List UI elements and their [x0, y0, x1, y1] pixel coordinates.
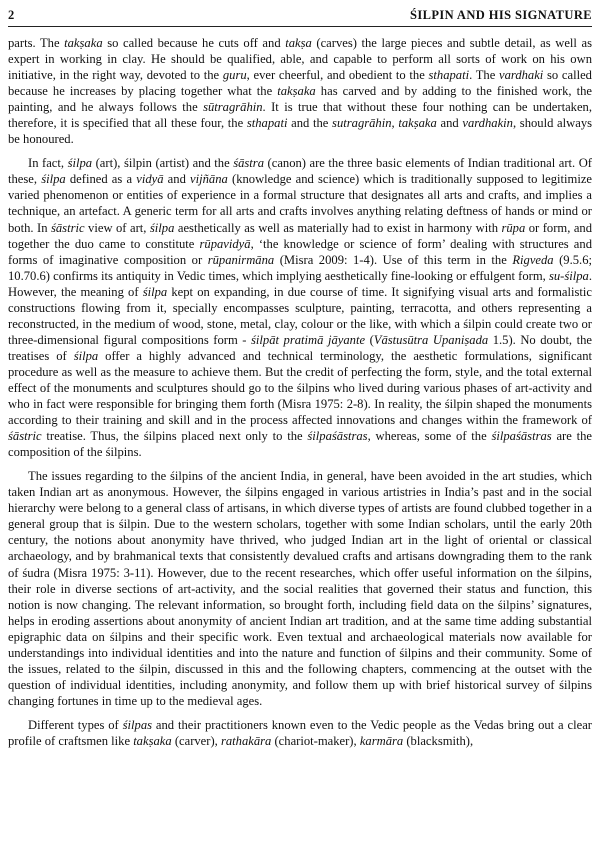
italic-term: śilpaśāstras — [307, 429, 368, 444]
paragraph — [8, 717, 592, 749]
italic-term: śāstric — [50, 220, 85, 235]
text-run: (carver), — [171, 733, 221, 748]
running-title: ŚILPIN AND HIS SIGNATURE — [410, 8, 592, 22]
italic-term: śilpāt pratimā jāyante — [251, 332, 366, 347]
italic-term: su-śilpa — [548, 268, 589, 283]
text-run: (canon) are the three basic elements of Indian traditional art. Of these, — [8, 156, 592, 187]
page-number: 2 — [8, 8, 15, 22]
text-run: (chariot-maker), — [271, 733, 360, 748]
text-run: . However, the meaning of — [8, 268, 593, 299]
italic-term: rūpanirmāna — [207, 252, 275, 267]
italic-term: Vāstusūtra Upaniṣada — [373, 332, 489, 347]
text-run: . It is true that without these four nothing can be undertaken, therefore, it is specified that all these four, the — [8, 100, 592, 131]
italic-term: śilpas — [122, 717, 153, 732]
italic-term: guru — [222, 68, 247, 83]
text-run: (Misra 2009: 1-4). Use of this term in the — [274, 252, 513, 267]
text-run: , should always be honoured. — [8, 116, 593, 147]
text-run: The issues regarding to the śilpins of the ancient India, in general, have been avoided in the art studies, which taken Indian art as anonymous. However, the śilpins engaged in various artistries in India’s past and in the social hierarchy were belong to a general class of artisans, in which diverse types of artists are found clubbed together in a general group that is śilpin. Due to the western scholars, together with some Indian scholars, until the early 20th century, the notions about anonymity have thrived, who judged Indian art in the light of oriental or classical archaeology, and by brahmanical texts that consistently devalued crafts and artisans downgrading them to the rank of śudra (Misra 1975: 3-11). However, due to the recent researches, which offer useful information on the śilpins, their role in diverse sections of art-activity, and the social realities that governed their status and function, this notion is now changing. The relevant information, so brought forth, including field data on the śilpins’ signatures, helps in eroding assertions about anonymity of ancient Indian art tradition, and at the same time adding substantial epigraphic data on śilpins and their specific work. Even textual and archaeological materials now available for understandings into individual identities and into the nature and function of śilpins and their community. Some of the issues, related to the śilpin, discussed in this and the following chapters, commencing at the outset with the question of individual identities, including anonymity, and follow them up with brief historical survey of śilpins changing fortunes in time up to the medieval ages. — [8, 469, 592, 708]
italic-term: śilpa — [142, 284, 168, 299]
italic-term: rūpavidyā — [199, 236, 251, 251]
italic-term: sthapati — [428, 68, 470, 83]
text-run: and — [436, 116, 463, 131]
italic-term: śilpa — [149, 220, 175, 235]
italic-term: śilpa — [67, 156, 93, 171]
italic-term: karmāra — [359, 733, 404, 748]
italic-term: sthapati — [246, 116, 288, 131]
italic-term: takṣaka — [64, 36, 103, 50]
text-run: parts. The — [8, 36, 65, 50]
italic-term: rūpa — [501, 220, 526, 235]
text-run: and — [163, 172, 191, 187]
text-run: so called because he increases by placing together what the — [8, 68, 592, 99]
italic-term: sutragrāhin, takṣaka — [332, 116, 437, 131]
text-run: so called because he cuts off and — [102, 36, 286, 50]
paragraph — [8, 35, 592, 147]
text-run: Different types of — [28, 717, 123, 732]
body-text — [8, 35, 592, 749]
italic-term: sūtragrāhin — [203, 100, 263, 115]
text-run: . The — [469, 68, 499, 83]
paragraph — [8, 468, 592, 709]
text-run: (knowledge and science) which is traditionally supposed to legitimize varied phenomenon or entities of experience in a formal structure that designates all arts and crafts, and implies a technique, an artefact. A generic term for all arts and crafts involves anything relating deftness of hands or mind or both. In — [8, 172, 593, 235]
italic-term: vijñāna — [190, 172, 228, 187]
text-run: , whereas, some of the — [367, 429, 492, 444]
paragraph — [8, 155, 592, 460]
text-run: , ever cheerful, and obedient to the — [246, 68, 429, 83]
italic-term: vidyā — [136, 172, 164, 187]
italic-term: takṣaka — [133, 733, 172, 748]
text-run: (carves) the large pieces and subtle detail, as well as expert in working in clay. He should be qualified, able, and capable to perform all sorts of work on his own initiative, in the right way, devoted to the — [8, 36, 592, 83]
italic-term: Rigveda — [512, 252, 554, 267]
text-run: aesthetically as well as materially had to exist in harmony with — [174, 220, 502, 235]
text-run: and the — [287, 116, 333, 131]
page-header — [8, 6, 592, 27]
italic-term: śāstra — [233, 156, 264, 171]
italic-term: vardhaki — [499, 68, 544, 83]
italic-term: vardhakin — [462, 116, 513, 131]
text-run: kept on expanding, in due course of time. It signifying visual arts and formalistic constructions flowing from it, specially encompasses sculpture, painting, terracotta, and others representing a reconstructed, in the medium of wood, stone, metal, clay, colour or the like, with which a śilpin could create two or three-dimensional figural compositions form - — [8, 284, 593, 347]
text-run: view of art, — [84, 220, 150, 235]
text-run: (art), śilpin (artist) and the — [92, 156, 234, 171]
text-run: , ‘the knowledge or science of form’ dealing with structures and forms of imaginative composition or — [8, 236, 592, 267]
italic-term: śilpa — [73, 348, 99, 363]
text-run: has carved and by adding to the finished work, the painting, and he always follows the — [8, 84, 592, 115]
text-run: offer a highly advanced and technical terminology, the aesthetic formulations, significant procedure as well as the measure to achieve them. But the credit of perfecting the form, style, and the total external effect of the monuments and sculptures should go to the śilpins who lived during various phases of art-activity and who in fact were responsible for bringing them forth (Misra 1975: 2-8). In reality, the śilpin shaped the monuments according to their training and skill and in the process affected innovations and changes within the framework of — [8, 348, 592, 428]
italic-term: rathakāra — [220, 733, 272, 748]
italic-term: takṣaka — [277, 84, 316, 99]
text-run: ( — [365, 332, 374, 347]
text-run: In fact, — [28, 156, 68, 171]
text-run: or form, and together the duo came to constitute — [8, 220, 593, 251]
text-run: defined as a — [65, 172, 137, 187]
italic-term: śāstric — [8, 429, 42, 444]
text-run: and their practitioners known even to the Vedic people as the Vedas bring out a clear profile of craftsmen like — [8, 717, 592, 748]
italic-term: śilpa — [41, 172, 66, 187]
text-run: (9.5.6; 10.70.6) confirms its antiquity in Vedic times, which implying aesthetically fine-looking or effulgent form, — [8, 252, 592, 283]
text-run: are the composition of the śilpins. — [8, 429, 592, 460]
text-run: (blacksmith), — [403, 733, 474, 748]
italic-term: śilpaśāstras — [491, 429, 552, 444]
italic-term: takṣa — [285, 36, 312, 50]
text-run: treatise. Thus, the śilpins placed next only to the — [41, 429, 308, 444]
text-run: 1.5). No doubt, the treatises of — [8, 332, 593, 363]
